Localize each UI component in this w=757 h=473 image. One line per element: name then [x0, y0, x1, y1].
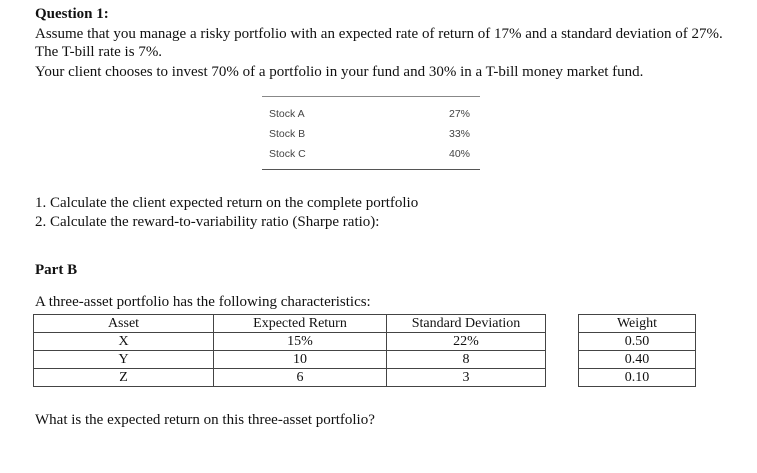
table-cell: X	[34, 333, 214, 351]
stock-row	[262, 104, 480, 124]
part-b-heading: Part B	[35, 262, 78, 278]
table-cell: 10	[214, 351, 387, 369]
table-cell: 0.40	[579, 351, 696, 369]
asset-characteristics-table	[33, 314, 696, 387]
question-paragraph-1: Assume that you manage a risky portfolio with an expected rate of return of 17% and a standard deviation of 27%. The T-bill rate is 7%.	[35, 26, 723, 60]
table-cell: 3	[387, 369, 546, 387]
table-cell: 0.10	[579, 369, 696, 387]
table-row	[34, 369, 696, 387]
stock-value: 40%	[448, 148, 470, 160]
part-b-intro: A three-asset portfolio has the following characteristics:	[35, 294, 371, 310]
stock-allocation-table	[262, 96, 480, 170]
final-question: What is the expected return on this three-asset portfolio?	[35, 412, 375, 428]
question-paragraph-2: Your client chooses to invest 70% of a portfolio in your fund and 30% in a T-bill money market fund.	[35, 64, 644, 80]
question-item-2: 2. Calculate the reward-to-variability ratio (Sharpe ratio):	[35, 214, 380, 230]
question-title: Question 1:	[35, 6, 109, 22]
header-asset: Asset	[34, 315, 214, 333]
table-header-row	[34, 315, 696, 333]
header-expected-return: Expected Return	[214, 315, 387, 333]
table-cell: 22%	[387, 333, 546, 351]
table-cell: Z	[34, 369, 214, 387]
stock-value: 27%	[448, 108, 470, 120]
table-cell: Y	[34, 351, 214, 369]
stock-name: Stock C	[269, 148, 306, 160]
header-weight: Weight	[579, 315, 696, 333]
table-cell: 8	[387, 351, 546, 369]
table-cell: 0.50	[579, 333, 696, 351]
stock-value: 33%	[448, 128, 470, 140]
table-bottom-rule	[262, 169, 480, 170]
header-standard-deviation: Standard Deviation	[387, 315, 546, 333]
question-item-1: 1. Calculate the client expected return on the complete portfolio	[35, 195, 419, 211]
stock-name: Stock A	[269, 108, 305, 120]
stock-name: Stock B	[269, 128, 306, 140]
table-cell: 15%	[214, 333, 387, 351]
stock-row	[262, 144, 480, 164]
table-cell: 6	[214, 369, 387, 387]
stock-row	[262, 124, 480, 144]
table-row	[34, 333, 696, 351]
table-row	[34, 351, 696, 369]
